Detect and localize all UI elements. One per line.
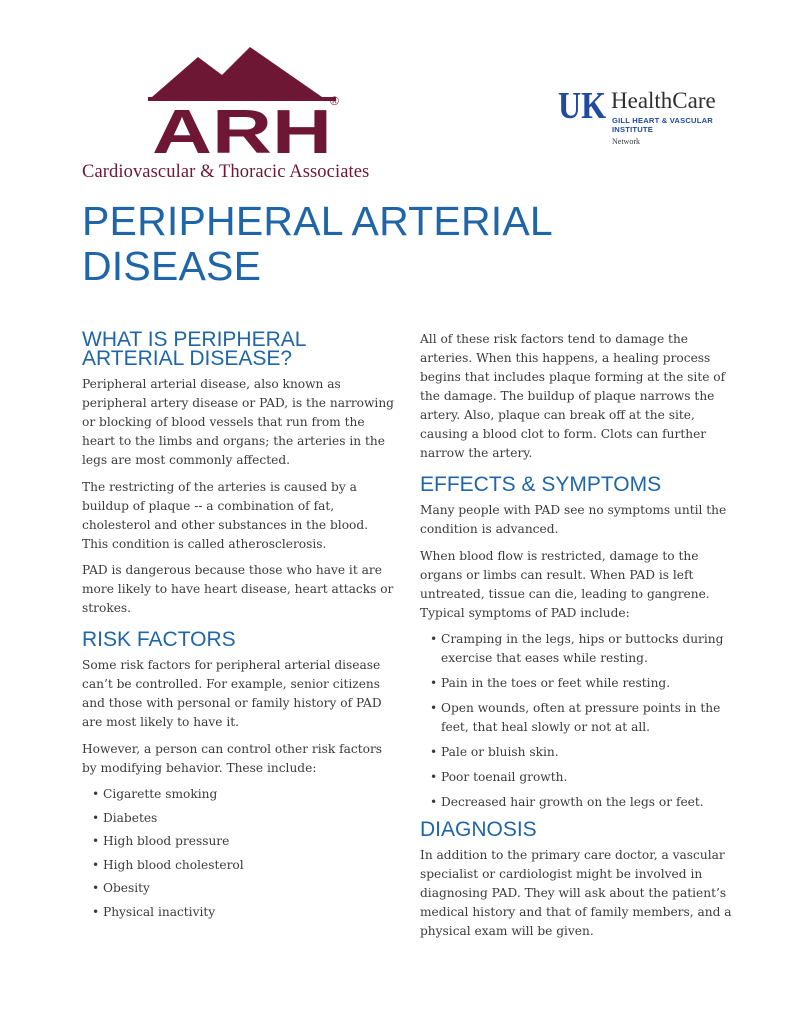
- arh-subtitle: Cardiovascular & Thoracic Associates: [82, 162, 370, 182]
- arh-logo: [146, 45, 346, 167]
- uk-division-line2: INSTITUTE: [612, 125, 654, 134]
- arh-logo-text: ARH: [152, 98, 332, 167]
- list-item: • Pain in the toes or feet while resting.: [430, 674, 732, 693]
- intro-paragraph: All of these risk factors tend to damage the arteries. When this happens, a healing process begins that includes plaque forming at the site of the damage. The buildup of plaque narrows the artery. Also, plaque can break off at the site, causing a blood clot to form. Clots can further narrow the artery.: [420, 332, 726, 460]
- uk-logo-mark: [558, 85, 608, 125]
- risk-factors-paragraph: Some risk factors for peripheral arterial disease can’t be controlled. For example, senior citizens and those with personal or family history of PAD are most likely to have it.: [82, 658, 382, 729]
- title-line1: PERIPHERAL ARTERIAL: [82, 198, 553, 244]
- list-item: • Decreased hair growth on the legs or feet.: [430, 793, 732, 812]
- effects-heading: EFFECTS & SYMPTOMS: [420, 473, 662, 496]
- page-title: [82, 199, 553, 289]
- risk-factors-list: [82, 785, 394, 922]
- symptoms-list: [420, 630, 732, 812]
- list-item: • Physical inactivity: [92, 903, 394, 922]
- effects-paragraph: When blood flow is restricted, damage to the organs or limbs can result. When PAD is left untreated, tissue can die, leading to gangrene. Typical symptoms of PAD include:: [420, 548, 710, 620]
- uk-logo-text: UK: [558, 85, 607, 127]
- what-is-paragraph: Peripheral arterial disease, also known as peripheral artery disease or PAD, is the narrowing or blocking of blood vessels that run from the heart to the limbs and organs; the arteries in the legs are most commonly affected.: [82, 377, 394, 467]
- what-is-heading: [82, 330, 394, 368]
- list-item: • Cramping in the legs, hips or buttocks during exercise that eases while resting.: [430, 630, 732, 668]
- uk-network-text: Network: [612, 137, 640, 146]
- risk-factors-section: [82, 630, 394, 922]
- list-item: • High blood pressure: [92, 832, 394, 851]
- what-is-heading-line1: WHAT IS PERIPHERAL: [82, 328, 307, 351]
- effects-paragraph: Many people with PAD see no symptoms until the condition is advanced.: [420, 503, 727, 536]
- what-is-heading-line2: ARTERIAL DISEASE?: [82, 347, 293, 370]
- list-item: • Obesity: [92, 879, 394, 898]
- uk-division-name: [612, 116, 713, 134]
- what-is-paragraph: The restricting of the arteries is caused by a buildup of plaque -- a combination of fat, cholesterol and other substances in the blood. This condition is called atherosclerosis.: [82, 479, 369, 551]
- registered-mark: ®: [330, 94, 339, 108]
- list-item: • Cigarette smoking: [92, 785, 394, 804]
- risk-factors-paragraph: However, a person can control other risk factors by modifying behavior. These include:: [82, 741, 383, 775]
- diagnosis-section: [420, 820, 732, 941]
- mountain-icon: [152, 47, 322, 97]
- effects-section: [420, 475, 732, 812]
- title-line2: DISEASE: [82, 243, 262, 289]
- uk-division-line1: GILL HEART & VASCULAR: [612, 116, 713, 125]
- right-column: [420, 330, 732, 949]
- left-column: [82, 330, 394, 930]
- list-item: • Poor toenail growth.: [430, 768, 732, 787]
- uk-healthcare-logo: [558, 85, 728, 150]
- list-item: • Pale or bluish skin.: [430, 743, 732, 762]
- uk-healthcare-text: HealthCare: [611, 88, 716, 113]
- list-item: • Open wounds, often at pressure points in the feet, that heal slowly or not at all.: [430, 699, 732, 737]
- list-item: • High blood cholesterol: [92, 856, 394, 875]
- risk-factors-heading: RISK FACTORS: [82, 628, 236, 651]
- diagnosis-heading: DIAGNOSIS: [420, 818, 537, 841]
- list-item: • Diabetes: [92, 809, 394, 828]
- what-is-section: [82, 330, 394, 618]
- what-is-paragraph: PAD is dangerous because those who have it are more likely to have heart disease, heart attacks or strokes.: [82, 563, 394, 615]
- diagnosis-paragraph: In addition to the primary care doctor, a vascular specialist or cardiologist might be involved in diagnosing PAD. They will ask about the patient’s medical history and that of family members, and a physical exam will be given.: [420, 848, 732, 938]
